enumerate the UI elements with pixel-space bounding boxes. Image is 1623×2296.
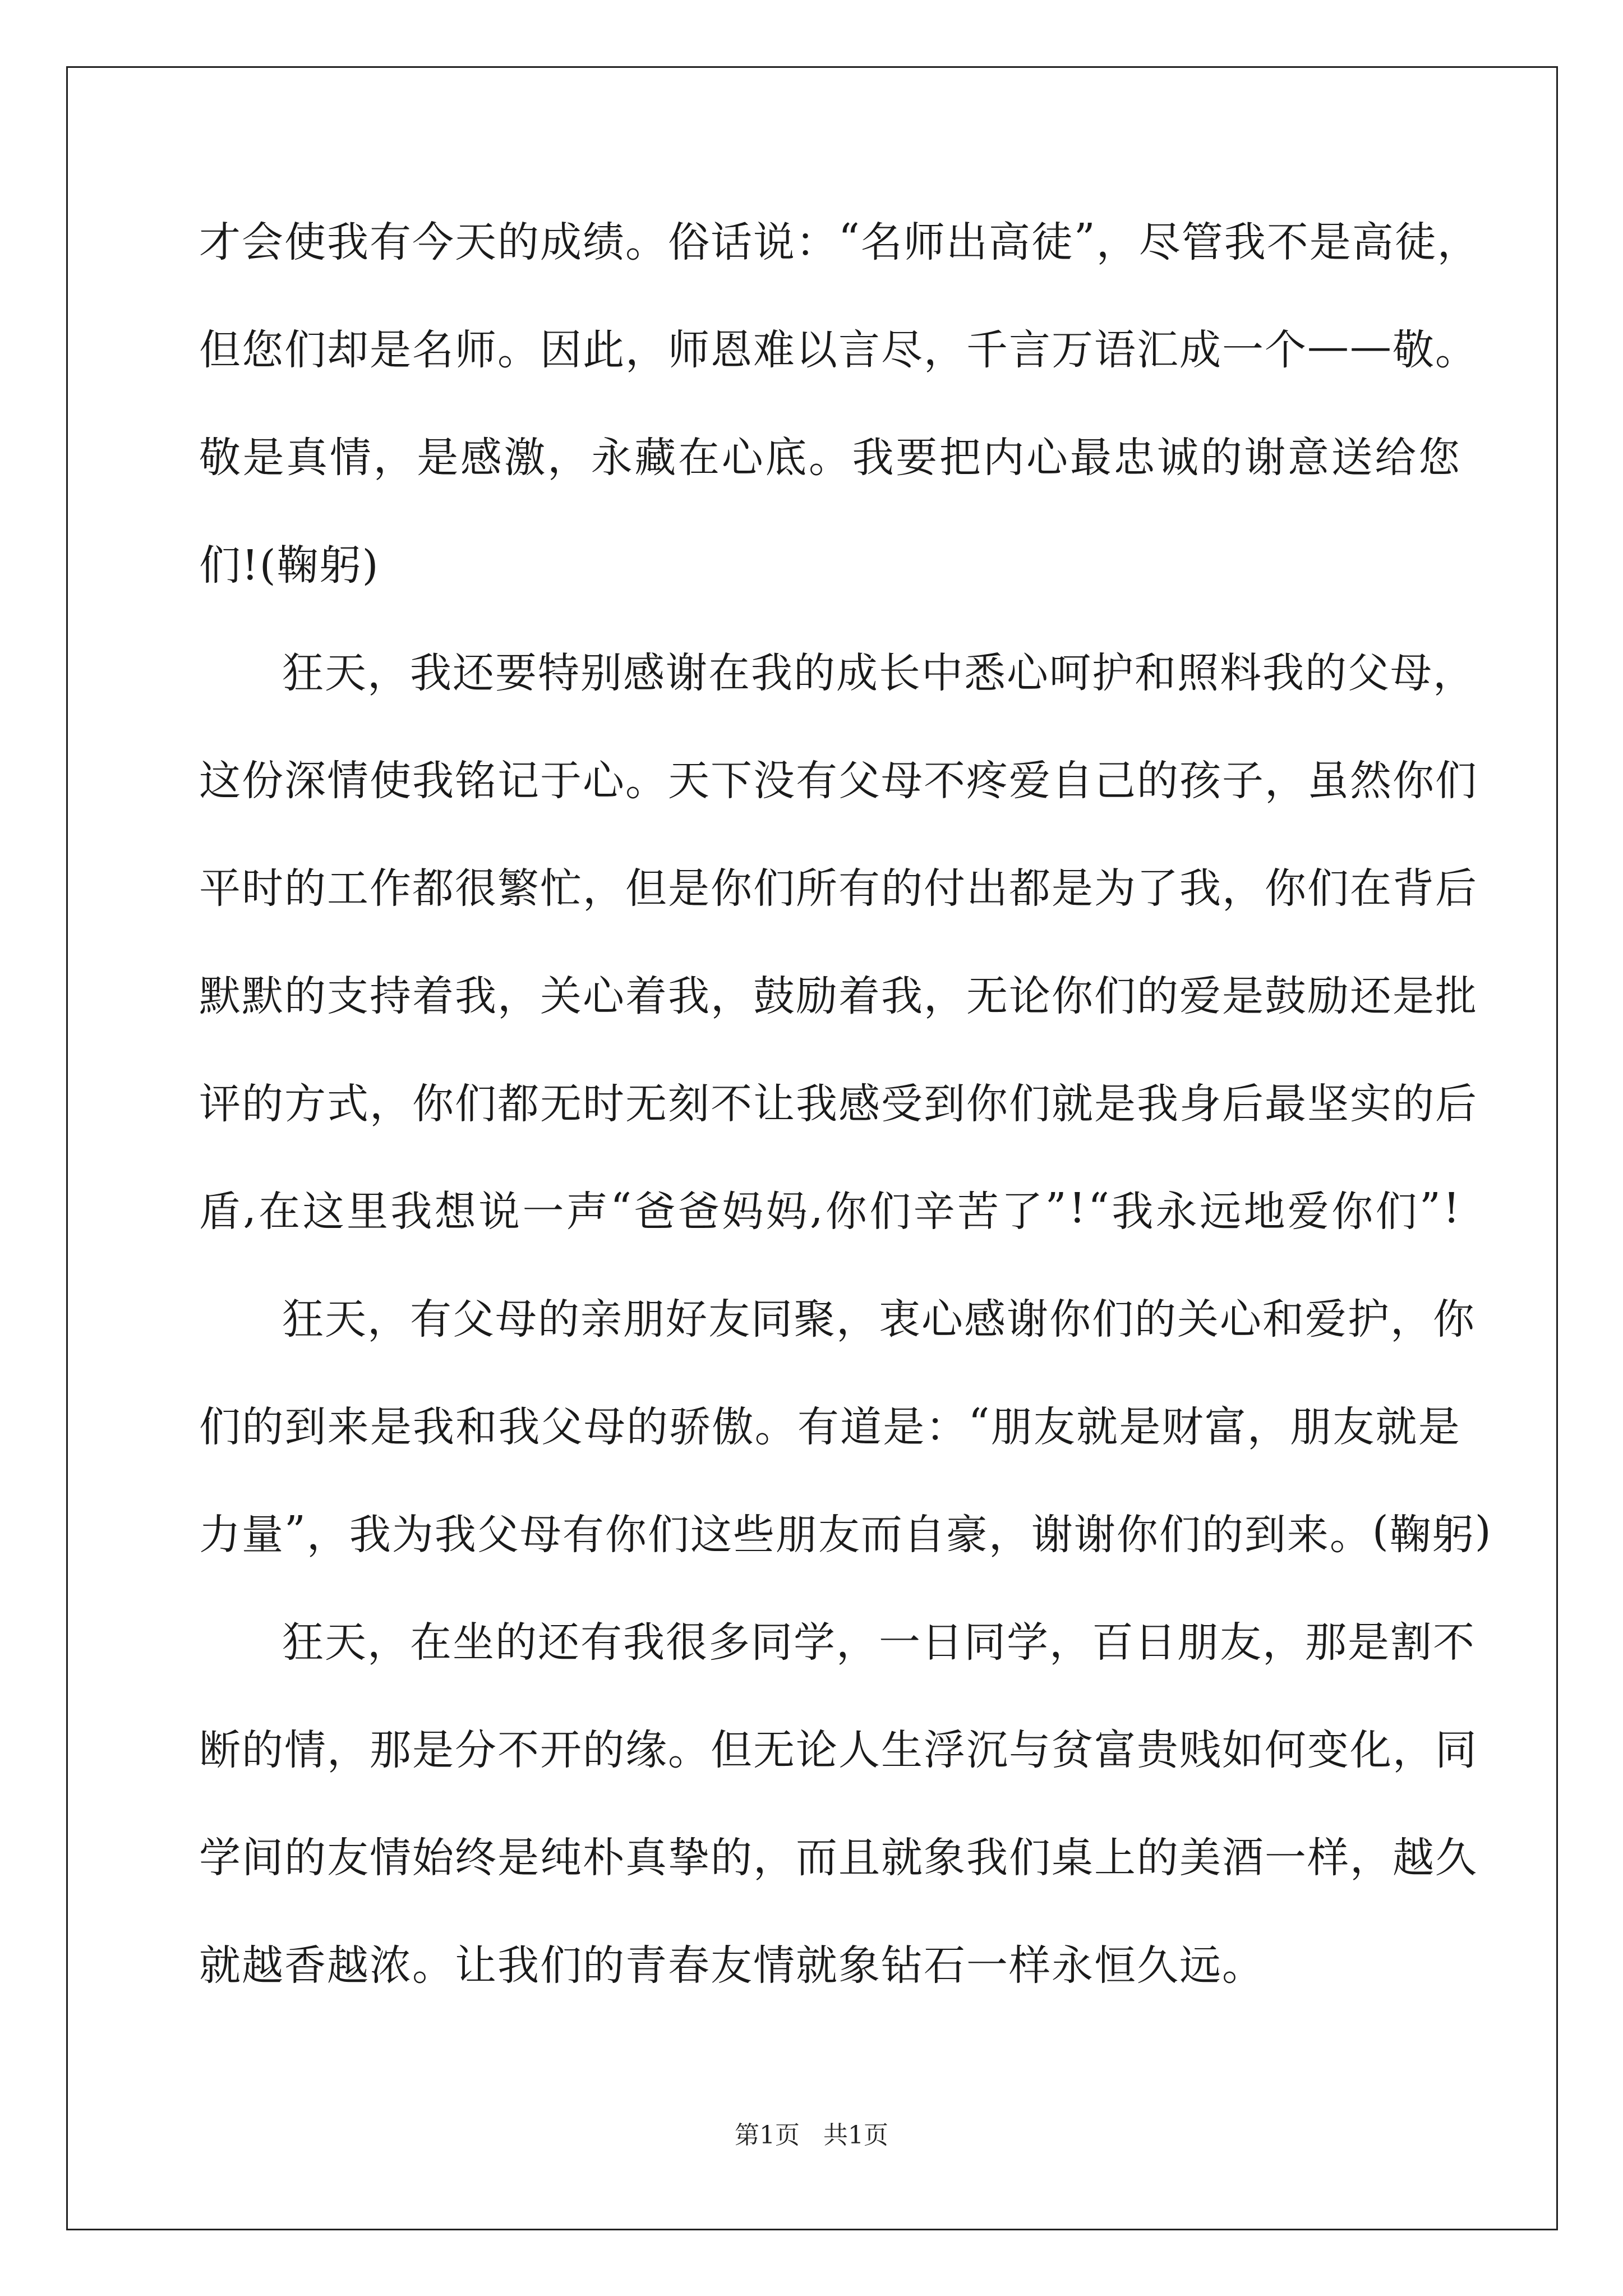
text-line: 默 默 的 支 持 着 我 ， 关 心 着 我 ， 鼓 励 着 我 ， 无 论 你 们 的 爱 是 鼓 励 还 是 批 [199, 972, 1478, 1020]
page-footer [0, 2115, 1623, 2151]
text-line: 就越香越浓。让我们的青春友情就象钻石一样永恒久远。 [199, 1941, 1265, 1990]
text-line: 敬 是 真 情 ， 是 感 激 ， 永 藏 在 心 底 。 我 要 把 内 心 最 忠 诚 的 谢 意 送 给 您 [199, 434, 1461, 482]
text-line: 们!(鞠躬) [199, 541, 380, 590]
text-line: 学 间 的 友 情 始 终 是 纯 朴 真 挚 的 ， 而 且 就 象 我 们 桌 上 的 美 酒 一 样 ， 越 久 [199, 1834, 1478, 1882]
text-line: 但 您 们 却 是 名 师 。 因 此 ， 师 恩 难 以 言 尽 ， 千 言 万 语 汇 成 一 个 — — 敬 。 [199, 323, 1478, 374]
paragraph-start-line: 狂 天 ， 在 坐 的 还 有 我 很 多 同 学 ， 一 日 同 学 ， 百 日 朋 友 ， 那 是 割 不 [282, 1618, 1476, 1667]
text-line: 这 份 深 情 使 我 铭 记 于 心 。 天 下 没 有 父 母 不 疼 爱 自 己 的 孩 子 ， 虽 然 你 们 [199, 757, 1478, 805]
page-total: 共1页 [823, 2121, 888, 2150]
document-body [199, 185, 1492, 2016]
text-line: 力 量 ” ， 我 为 我 父 母 有 你 们 这 些 朋 友 而 自 豪 ， 谢 谢 你 们 的 到 来 。 ( 鞠 躬 ) [199, 1507, 1492, 1559]
text-line: 盾 , 在 这 里 我 想 说 一 声 “ 爸 爸 妈 妈 , 你 们 辛 苦 了 ” ! “ 我 永 远 地 爱 你 们 ” ! [199, 1184, 1461, 1236]
paragraph-start-line: 狂 天 ， 我 还 要 特 别 感 谢 在 我 的 成 长 中 悉 心 呵 护 和 照 料 我 的 父 母 ， [282, 649, 1476, 697]
text-line: 平 时 的 工 作 都 很 繁 忙 ， 但 是 你 们 所 有 的 付 出 都 是 为 了 我 ， 你 们 在 背 后 [199, 864, 1478, 913]
text-line: 们 的 到 来 是 我 和 我 父 母 的 骄 傲 。 有 道 是 ： “ 朋 友 就 是 财 富 ， 朋 友 就 是 [199, 1400, 1461, 1451]
page-number: 第1页 [735, 2121, 800, 2150]
paragraph-start-line: 狂 天 ， 有 父 母 的 亲 朋 好 友 同 聚 ， 衷 心 感 谢 你 们 的 关 心 和 爱 护 ， 你 [282, 1295, 1476, 1343]
text-line: 才 会 使 我 有 今 天 的 成 绩 。 俗 话 说 ： “ 名 师 出 高 徒 ” ， 尽 管 我 不 是 高 徒 ， [199, 215, 1480, 266]
text-line: 断 的 情 ， 那 是 分 不 开 的 缘 。 但 无 论 人 生 浮 沉 与 贫 富 贵 贱 如 何 变 化 ， 同 [199, 1726, 1478, 1774]
text-line: 评 的 方 式 ， 你 们 都 无 时 无 刻 不 让 我 感 受 到 你 们 就 是 我 身 后 最 坚 实 的 后 [199, 1080, 1478, 1128]
